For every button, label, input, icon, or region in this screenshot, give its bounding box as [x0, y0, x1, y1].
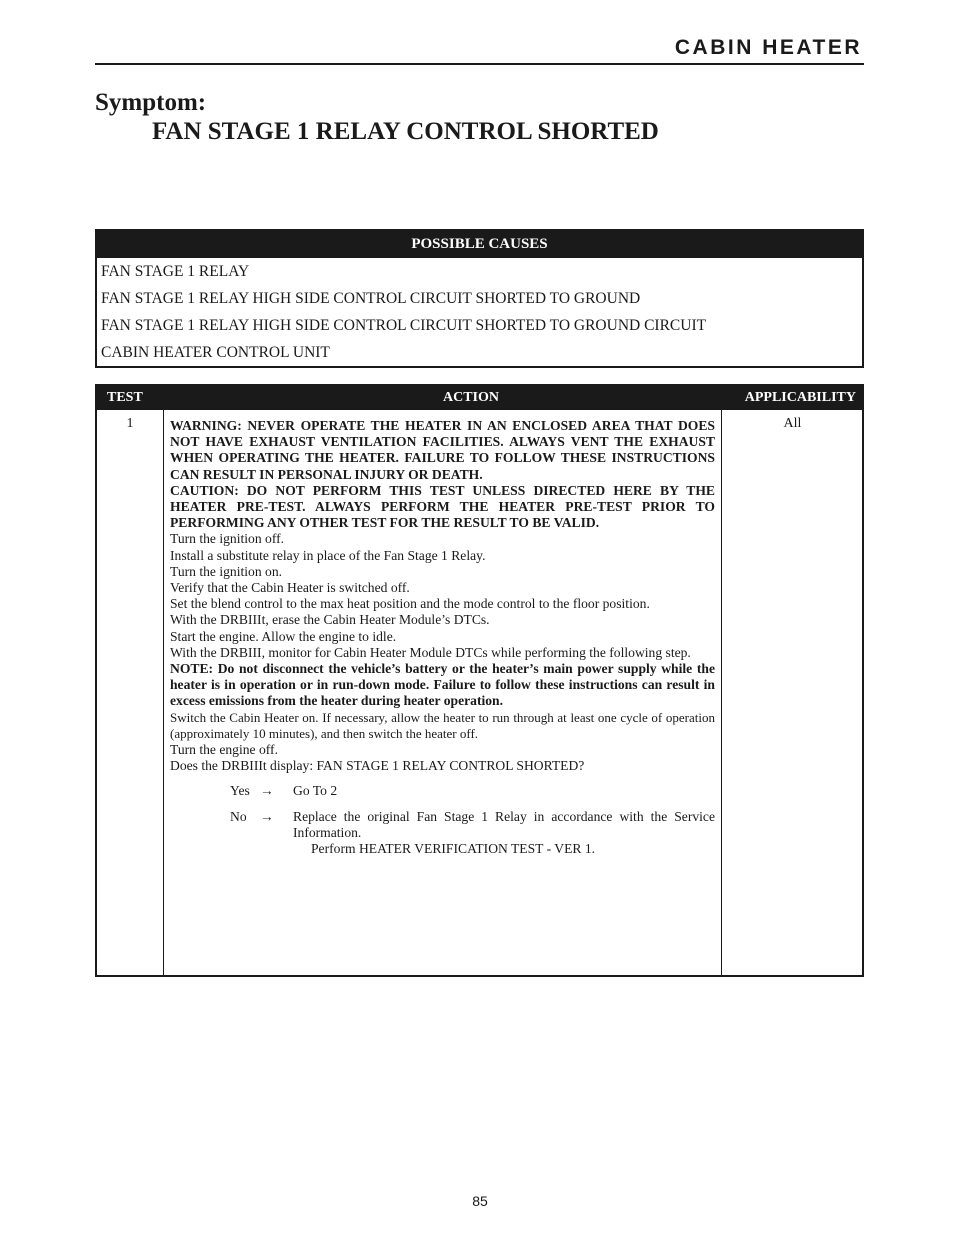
branch-label: Yes: [230, 783, 250, 799]
cause-item: FAN STAGE 1 RELAY: [101, 263, 250, 280]
cause-item: FAN STAGE 1 RELAY HIGH SIDE CONTROL CIRCUIT SHORTED TO GROUND CIRCUIT: [101, 317, 707, 334]
branch-yes: [170, 783, 715, 799]
step-text: Set the blend control to the max heat position and the mode control to the floor position.: [170, 596, 650, 612]
symptom-label: Symptom:: [95, 89, 207, 116]
branch-result: Replace the original Fan Stage 1 Relay in accordance with the Service Information.: [293, 808, 715, 840]
step-text: Verify that the Cabin Heater is switched off.: [170, 580, 410, 596]
caution-text: CAUTION: DO NOT PERFORM THIS TEST UNLESS DIRECTED HERE BY THE HEATER PRE-TEST. ALWAYS PERFORM THE HEATER PRE-TEST PRIOR TO PERFORMING ANY OTHER TEST FOR THE RESULT TO BE VALID.: [170, 482, 715, 531]
column-header-test: TEST: [107, 390, 143, 405]
step-text: Install a substitute relay in place of the Fan Stage 1 Relay.: [170, 547, 486, 563]
column-divider: [721, 410, 722, 975]
note-text: NOTE: Do not disconnect the vehicle’s battery or the heater’s main power supply while the heater is in operation or in run-down mode. Failure to follow these instructions can result in excess emissions from the heater during heater operation.: [170, 661, 715, 709]
column-divider: [163, 410, 164, 975]
arrow-right-icon: →: [260, 808, 274, 824]
column-header-applicability: APPLICABILITY: [744, 390, 856, 405]
possible-causes-heading: POSSIBLE CAUSES: [97, 231, 862, 258]
step-text: Turn the engine off.: [170, 742, 278, 758]
warning-text: WARNING: NEVER OPERATE THE HEATER IN AN ENCLOSED AREA THAT DOES NOT HAVE EXHAUST VENTILATION FACILITIES. ALWAYS VENT THE EXHAUST WHEN OPERATING THE HEATER. FAILURE TO FOLLOW THESE INSTRUCTIONS CAN RESULT IN PERSONAL INJURY OR DEATH.: [170, 418, 715, 482]
test-applicability: All: [783, 416, 802, 431]
step-text: Switch the Cabin Heater on. If necessary, allow the heater to run through at least one cycle of operation (approximately 10 minutes), and then switch the heater off.: [170, 709, 715, 741]
question-text: Does the DRBIIIt display: FAN STAGE 1 RELAY CONTROL SHORTED?: [170, 758, 585, 774]
step-text: With the DRBIIIt, erase the Cabin Heater Module’s DTCs.: [170, 612, 490, 628]
branch-result: Go To 2: [293, 783, 338, 799]
cause-item: CABIN HEATER CONTROL UNIT: [101, 344, 330, 361]
section-title: CABIN HEATER: [674, 36, 862, 59]
possible-causes-table: [95, 229, 864, 368]
column-header-action: ACTION: [443, 390, 500, 405]
cause-item: FAN STAGE 1 RELAY HIGH SIDE CONTROL CIRCUIT SHORTED TO GROUND: [101, 290, 641, 307]
test-action: [170, 418, 715, 857]
symptom-name: FAN STAGE 1 RELAY CONTROL SHORTED: [152, 118, 659, 145]
step-text: Turn the ignition on.: [170, 563, 283, 579]
arrow-right-icon: →: [260, 783, 274, 799]
page-number: 85: [472, 1193, 488, 1209]
branch-label: No: [230, 808, 247, 824]
test-table-header: [97, 386, 862, 410]
step-text: With the DRBIII, monitor for Cabin Heater Module DTCs while performing the following step.: [170, 644, 691, 660]
step-text: Start the engine. Allow the engine to idle.: [170, 628, 397, 644]
branch-followup: Perform HEATER VERIFICATION TEST - VER 1.: [311, 841, 596, 857]
header-rule: [95, 63, 864, 65]
step-text: Turn the ignition off.: [170, 531, 285, 547]
test-number: 1: [126, 416, 134, 431]
branch-no: [170, 809, 715, 858]
test-table: [95, 384, 864, 977]
